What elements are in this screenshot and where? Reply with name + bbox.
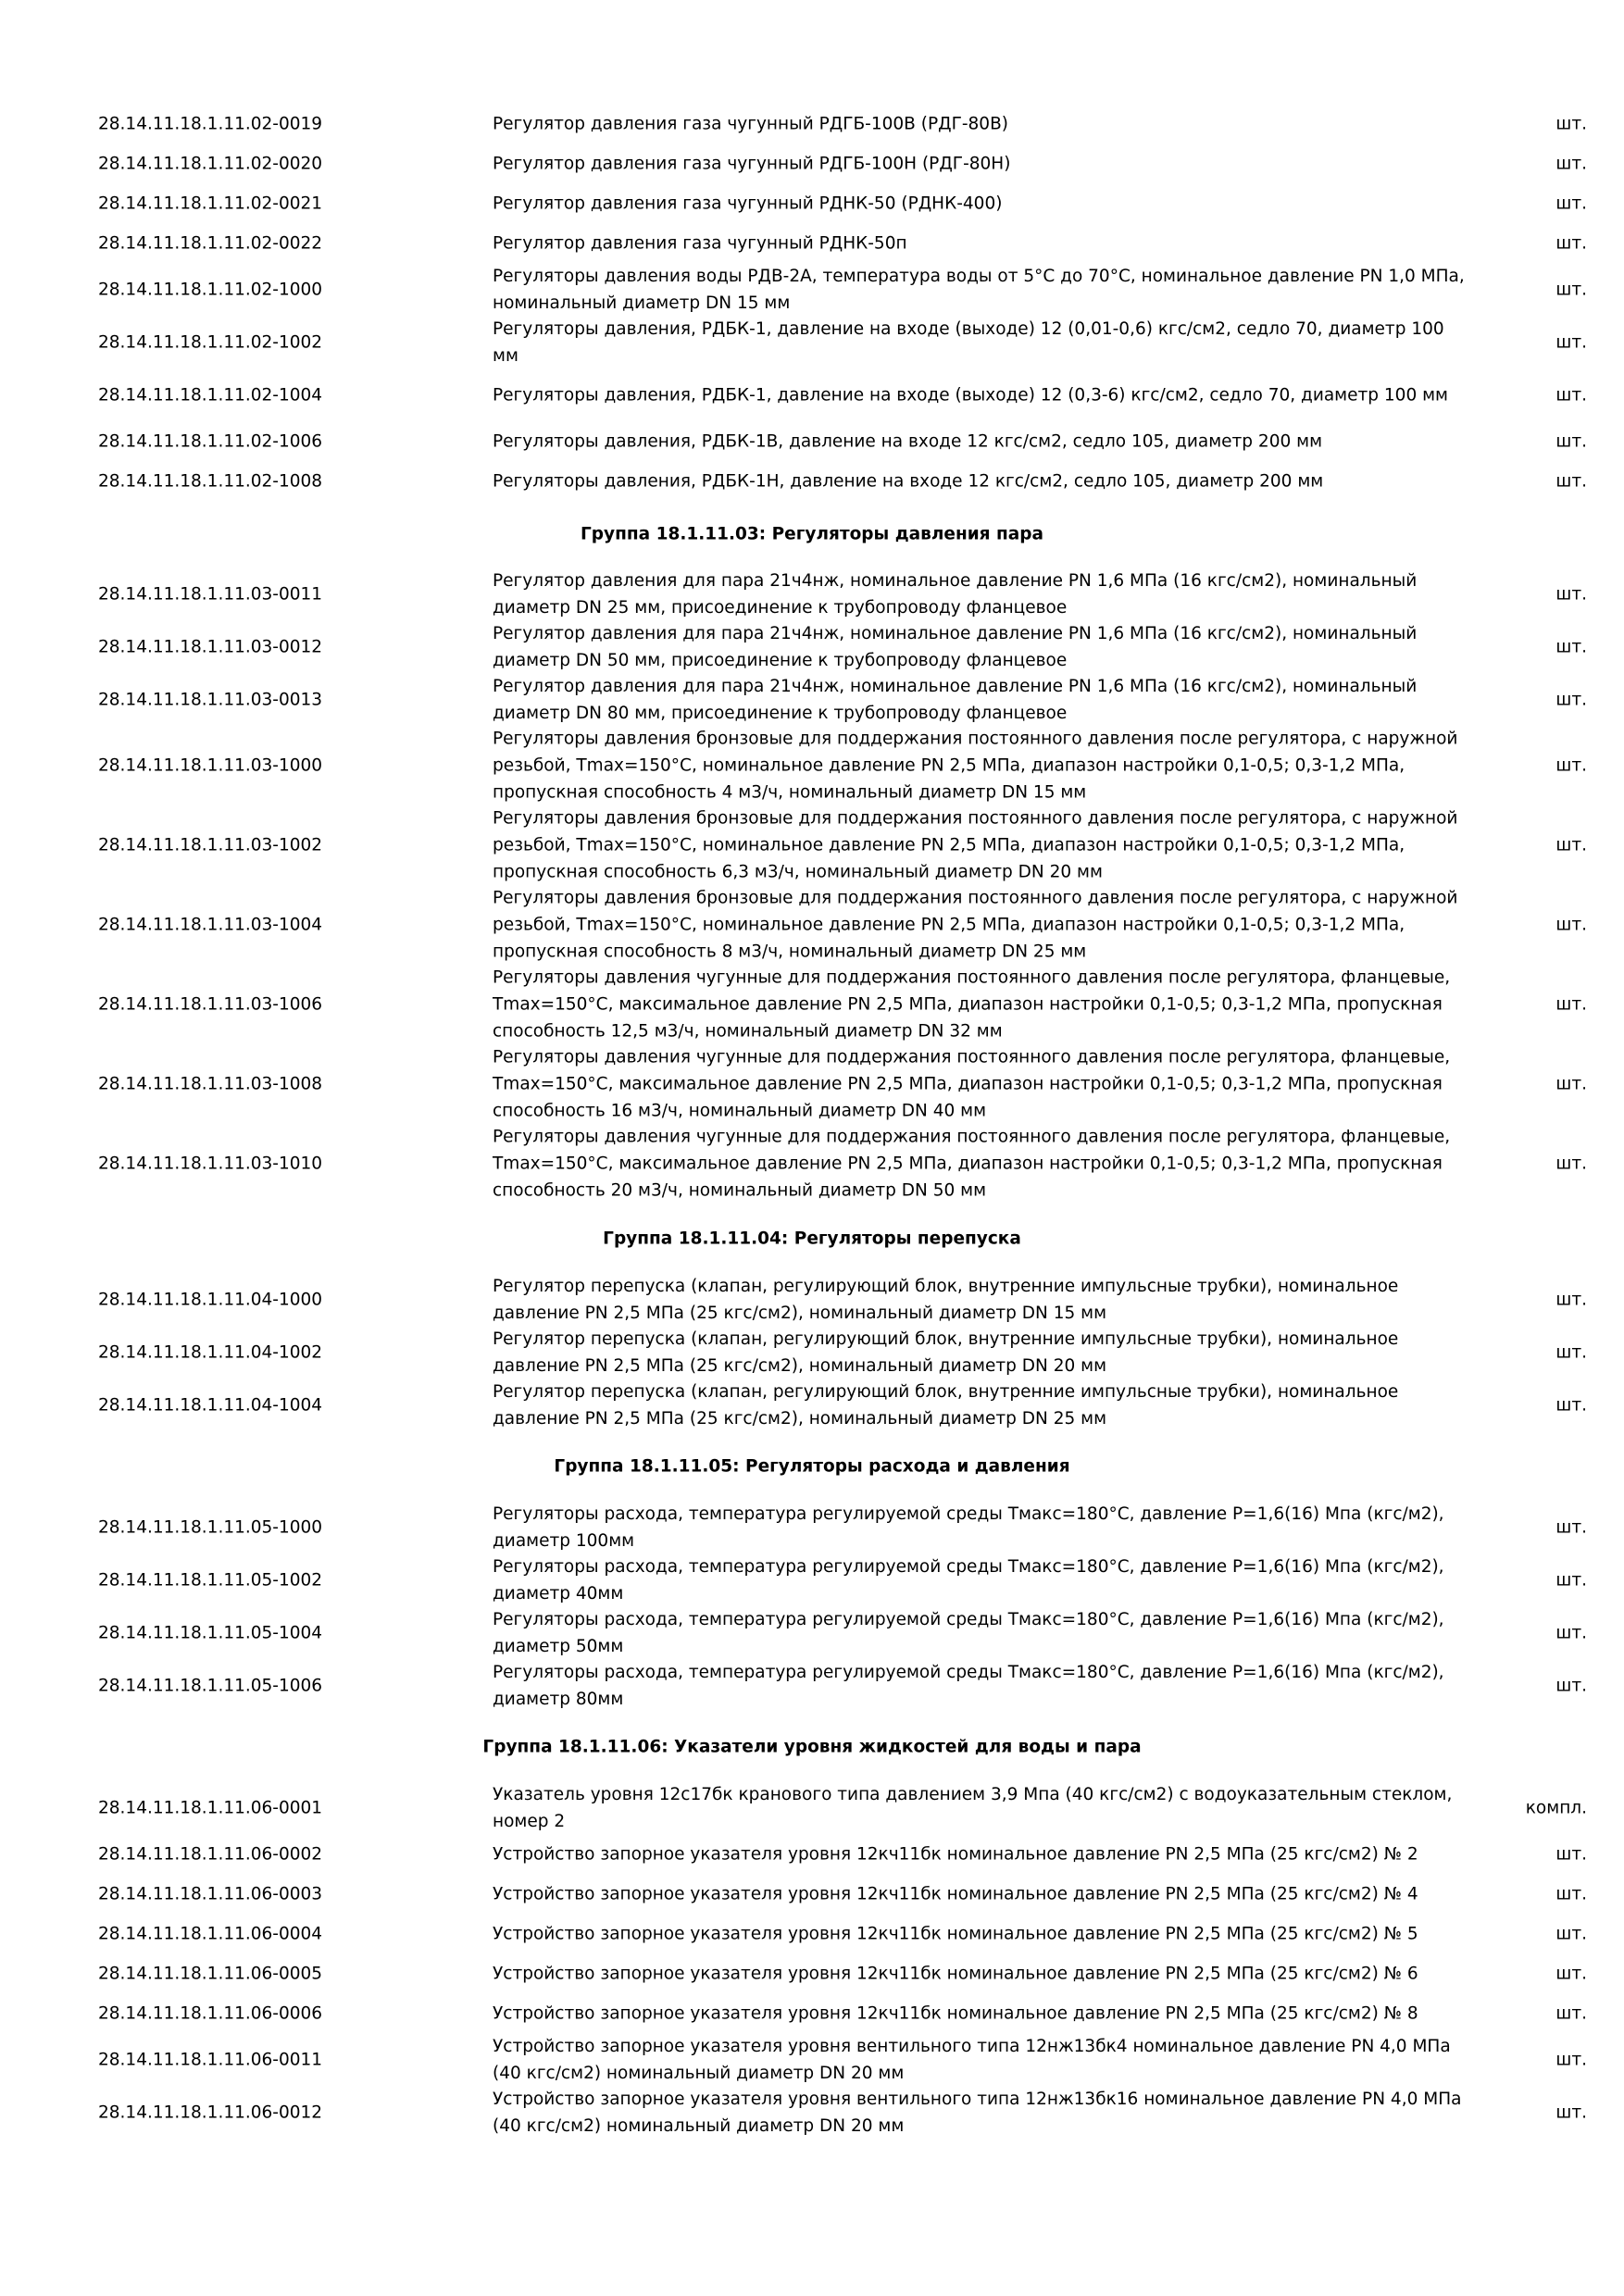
item-description: Регулятор давления газа чугунный РДГБ-100В (РДГ-80В) bbox=[493, 114, 1008, 133]
table-row bbox=[0, 673, 1624, 726]
table-row bbox=[0, 421, 1624, 461]
item-description: Регуляторы давления бронзовые для поддержания постоянного давления после регулятора, с наружной резьбой, Tmax=150°С, номинальное давление PN 2,5 МПа, диапазон настройки 0,1-0,5; 0,3-1,2 МПа, пропускная способность 8 м3/ч, номинальный диаметр DN 25 мм bbox=[493, 888, 1458, 962]
item-unit: шт. bbox=[1555, 2103, 1587, 2122]
item-code: 28.14.11.18.1.11.06-0002 bbox=[98, 1844, 323, 1864]
table-row bbox=[0, 104, 1624, 144]
item-unit: шт. bbox=[1555, 1290, 1587, 1309]
table-row bbox=[0, 183, 1624, 223]
item-description: Регулятор давления для пара 21ч4нж, номинальное давление PN 1,6 МПа (16 кгс/см2), номинальный диаметр DN 25 мм, присоединение к трубопроводу фланцевое bbox=[493, 570, 1418, 618]
group-title: Группа 18.1.11.04: Регуляторы перепуска bbox=[603, 1229, 1021, 1248]
group-header-row bbox=[0, 501, 1624, 568]
item-unit: компл. bbox=[1525, 1798, 1587, 1817]
item-code: 28.14.11.18.1.11.03-0011 bbox=[98, 584, 323, 604]
item-code: 28.14.11.18.1.11.05-1006 bbox=[98, 1676, 323, 1695]
table-row bbox=[0, 1326, 1624, 1379]
group-title: Группа 18.1.11.05: Регуляторы расхода и давления bbox=[554, 1456, 1070, 1476]
table-row bbox=[0, 726, 1624, 805]
item-code: 28.14.11.18.1.11.03-0013 bbox=[98, 690, 323, 709]
table-row bbox=[0, 1914, 1624, 1953]
table-row bbox=[0, 1379, 1624, 1431]
item-unit: шт. bbox=[1555, 1884, 1587, 1903]
table-row bbox=[0, 1606, 1624, 1659]
item-code: 28.14.11.18.1.11.05-1002 bbox=[98, 1570, 323, 1590]
table-row bbox=[0, 461, 1624, 501]
item-code: 28.14.11.18.1.11.02-1000 bbox=[98, 280, 323, 299]
group-header-row bbox=[0, 1204, 1624, 1273]
table-row bbox=[0, 885, 1624, 965]
item-code: 28.14.11.18.1.11.02-1004 bbox=[98, 385, 323, 405]
item-description: Регуляторы давления, РДБК-1, давление на входе (выходе) 12 (0,01-0,6) кгс/см2, седло 70, диаметр 100 мм bbox=[493, 318, 1444, 366]
item-description: Регулятор давления газа чугунный РДНК-50 (РДНК-400) bbox=[493, 193, 1003, 213]
table-row bbox=[0, 316, 1624, 368]
item-unit: шт. bbox=[1555, 332, 1587, 352]
item-description: Устройство запорное указателя уровня 12кч11бк номинальное давление PN 2,5 МПа (25 кгс/см2) № 2 bbox=[493, 1844, 1418, 1864]
item-code: 28.14.11.18.1.11.03-1004 bbox=[98, 915, 323, 935]
group-header-row bbox=[0, 1712, 1624, 1781]
item-unit: шт. bbox=[1555, 1676, 1587, 1695]
table-row bbox=[0, 144, 1624, 183]
item-unit: шт. bbox=[1555, 1517, 1587, 1537]
item-code: 28.14.11.18.1.11.04-1002 bbox=[98, 1342, 323, 1362]
item-unit: шт. bbox=[1555, 1844, 1587, 1864]
item-description: Устройство запорное указателя уровня 12кч11бк номинальное давление PN 2,5 МПа (25 кгс/см2) № 8 bbox=[493, 2003, 1418, 2023]
item-description: Регулятор давления для пара 21ч4нж, номинальное давление PN 1,6 МПа (16 кгс/см2), номинальный диаметр DN 80 мм, присоединение к трубопроводу фланцевое bbox=[493, 676, 1418, 723]
item-description: Регуляторы давления, РДБК-1Н, давление на входе 12 кгс/см2, седло 105, диаметр 200 мм bbox=[493, 471, 1324, 491]
table-row bbox=[0, 1501, 1624, 1554]
item-code: 28.14.11.18.1.11.02-0022 bbox=[98, 233, 323, 253]
item-description: Регуляторы давления, РДБК-1, давление на входе (выходе) 12 (0,3-6) кгс/см2, седло 70, диаметр 100 мм bbox=[493, 385, 1449, 405]
table-row bbox=[0, 2033, 1624, 2086]
table-row bbox=[0, 805, 1624, 885]
item-description: Устройство запорное указателя уровня 12кч11бк номинальное давление PN 2,5 МПа (25 кгс/см2) № 6 bbox=[493, 1964, 1418, 1983]
item-unit: шт. bbox=[1555, 1570, 1587, 1590]
item-unit: шт. bbox=[1555, 915, 1587, 935]
item-description: Указатель уровня 12с17бк кранового типа давлением 3,9 Мпа (40 кгс/см2) с водоуказательным стеклом, номер 2 bbox=[493, 1784, 1453, 1831]
item-code: 28.14.11.18.1.11.06-0004 bbox=[98, 1924, 323, 1943]
item-description: Регуляторы расхода, температура регулируемой среды Тмакс=180°С, давление Р=1,6(16) Мпа (кгс/м2), диаметр 50мм bbox=[493, 1609, 1444, 1656]
table-row bbox=[0, 568, 1624, 620]
item-description: Регуляторы давления, РДБК-1В, давление на входе 12 кгс/см2, седло 105, диаметр 200 мм bbox=[493, 431, 1323, 451]
item-unit: шт. bbox=[1555, 755, 1587, 776]
item-unit: шт. bbox=[1555, 690, 1587, 709]
table-row bbox=[0, 965, 1624, 1044]
table-row bbox=[0, 1993, 1624, 2033]
item-description: Регулятор давления для пара 21ч4нж, номинальное давление PN 1,6 МПа (16 кгс/см2), номинальный диаметр DN 50 мм, присоединение к трубопроводу фланцевое bbox=[493, 623, 1418, 670]
item-code: 28.14.11.18.1.11.05-1004 bbox=[98, 1623, 323, 1642]
table-row bbox=[0, 223, 1624, 263]
document-table bbox=[0, 104, 1624, 2139]
item-code: 28.14.11.18.1.11.04-1000 bbox=[98, 1290, 323, 1309]
item-description: Устройство запорное указателя уровня 12кч11бк номинальное давление PN 2,5 МПа (25 кгс/см2) № 4 bbox=[493, 1884, 1418, 1903]
item-unit: шт. bbox=[1555, 835, 1587, 855]
item-code: 28.14.11.18.1.11.03-0012 bbox=[98, 637, 323, 656]
table-row bbox=[0, 1554, 1624, 1606]
item-unit: шт. bbox=[1555, 193, 1587, 213]
item-unit: шт. bbox=[1555, 385, 1587, 405]
item-description: Регулятор перепуска (клапан, регулирующий блок, внутренние импульсные трубки), номинальное давление PN 2,5 МПа (25 кгс/см2), номинальный диаметр DN 15 мм bbox=[493, 1276, 1399, 1323]
table-row bbox=[0, 620, 1624, 673]
table-row bbox=[0, 1781, 1624, 1834]
item-unit: шт. bbox=[1555, 471, 1587, 491]
table-row bbox=[0, 1953, 1624, 1993]
item-description: Регуляторы расхода, температура регулируемой среды Тмакс=180°С, давление Р=1,6(16) Мпа (кгс/м2), диаметр 100мм bbox=[493, 1504, 1444, 1551]
table-row bbox=[0, 1874, 1624, 1914]
table-row bbox=[0, 1044, 1624, 1124]
group-header-row bbox=[0, 1431, 1624, 1501]
item-code: 28.14.11.18.1.11.06-0001 bbox=[98, 1798, 323, 1817]
item-unit: шт. bbox=[1555, 637, 1587, 656]
table-row bbox=[0, 1124, 1624, 1204]
item-code: 28.14.11.18.1.11.02-0021 bbox=[98, 193, 323, 213]
item-unit: шт. bbox=[1555, 233, 1587, 253]
item-unit: шт. bbox=[1555, 994, 1587, 1015]
table-row bbox=[0, 1659, 1624, 1712]
item-code: 28.14.11.18.1.11.03-1002 bbox=[98, 835, 323, 855]
item-description: Устройство запорное указателя уровня 12кч11бк номинальное давление PN 2,5 МПа (25 кгс/см2) № 5 bbox=[493, 1924, 1418, 1943]
item-unit: шт. bbox=[1555, 431, 1587, 451]
table-row bbox=[0, 1834, 1624, 1874]
item-description: Регуляторы давления чугунные для поддержания постоянного давления после регулятора, фланцевые, Tmax=150°С, максимальное давление PN 2,5 МПа, диапазон настройки 0,1-0,5; 0,3-1,2 МПа, пропускная способность 16 м3/ч, номинальный диаметр DN 40 мм bbox=[493, 1047, 1451, 1121]
item-description: Регулятор давления газа чугунный РДНК-50п bbox=[493, 233, 907, 253]
item-unit: шт. bbox=[1555, 280, 1587, 299]
item-description: Регуляторы расхода, температура регулируемой среды Тмакс=180°С, давление Р=1,6(16) Мпа (кгс/м2), диаметр 40мм bbox=[493, 1556, 1444, 1603]
table-row bbox=[0, 368, 1624, 421]
item-code: 28.14.11.18.1.11.02-0020 bbox=[98, 154, 323, 173]
item-unit: шт. bbox=[1555, 1074, 1587, 1094]
item-code: 28.14.11.18.1.11.06-0005 bbox=[98, 1964, 323, 1983]
item-description: Регуляторы давления бронзовые для поддержания постоянного давления после регулятора, с наружной резьбой, Tmax=150°С, номинальное давление PN 2,5 МПа, диапазон настройки 0,1-0,5; 0,3-1,2 МПа, пропускная способность 4 м3/ч, номинальный диаметр DN 15 мм bbox=[493, 729, 1458, 803]
group-title: Группа 18.1.11.06: Указатели уровня жидкостей для воды и пара bbox=[482, 1737, 1142, 1756]
item-code: 28.14.11.18.1.11.06-0012 bbox=[98, 2103, 323, 2122]
table-row bbox=[0, 2086, 1624, 2139]
group-title: Группа 18.1.11.03: Регуляторы давления пара bbox=[581, 524, 1043, 544]
item-description: Регуляторы давления бронзовые для поддержания постоянного давления после регулятора, с наружной резьбой, Tmax=150°С, номинальное давление PN 2,5 МПа, диапазон настройки 0,1-0,5; 0,3-1,2 МПа, пропускная способность 6,3 м3/ч, номинальный диаметр DN 20 мм bbox=[493, 808, 1458, 882]
item-description: Регуляторы давления чугунные для поддержания постоянного давления после регулятора, фланцевые, Tmax=150°С, максимальное давление PN 2,5 МПа, диапазон настройки 0,1-0,5; 0,3-1,2 МПа, пропускная способность 12,5 м3/ч, номинальный диаметр DN 32 мм bbox=[493, 967, 1451, 1042]
item-unit: шт. bbox=[1555, 1924, 1587, 1943]
item-description: Регулятор перепуска (клапан, регулирующий блок, внутренние импульсные трубки), номинальное давление PN 2,5 МПа (25 кгс/см2), номинальный диаметр DN 25 мм bbox=[493, 1381, 1399, 1429]
item-code: 28.14.11.18.1.11.06-0011 bbox=[98, 2050, 323, 2069]
item-unit: шт. bbox=[1555, 1154, 1587, 1174]
item-unit: шт. bbox=[1555, 1964, 1587, 1983]
item-unit: шт. bbox=[1555, 2003, 1587, 2023]
item-code: 28.14.11.18.1.11.02-1006 bbox=[98, 431, 323, 451]
item-code: 28.14.11.18.1.11.03-1010 bbox=[98, 1154, 323, 1174]
item-unit: шт. bbox=[1555, 584, 1587, 604]
item-code: 28.14.11.18.1.11.06-0003 bbox=[98, 1884, 323, 1903]
item-code: 28.14.11.18.1.11.02-0019 bbox=[98, 114, 323, 133]
item-unit: шт. bbox=[1555, 2050, 1587, 2069]
item-code: 28.14.11.18.1.11.06-0006 bbox=[98, 2003, 323, 2023]
item-unit: шт. bbox=[1555, 1395, 1587, 1415]
item-code: 28.14.11.18.1.11.05-1000 bbox=[98, 1517, 323, 1537]
item-description: Устройство запорное указателя уровня вентильного типа 12нж13бк4 номинальное давление PN 4,0 МПа (40 кгс/см2) номинальный диаметр DN 20 мм bbox=[493, 2036, 1451, 2083]
item-description: Регулятор давления газа чугунный РДГБ-100Н (РДГ-80Н) bbox=[493, 154, 1011, 173]
item-description: Регуляторы давления воды РДВ-2А, температура воды от 5°С до 70°С, номинальное давление PN 1,0 МПа, номинальный диаметр DN 15 мм bbox=[493, 266, 1465, 313]
item-code: 28.14.11.18.1.11.03-1008 bbox=[98, 1074, 323, 1094]
item-code: 28.14.11.18.1.11.02-1008 bbox=[98, 471, 323, 491]
table-row bbox=[0, 263, 1624, 316]
item-description: Регуляторы расхода, температура регулируемой среды Тмакс=180°С, давление Р=1,6(16) Мпа (кгс/м2), диаметр 80мм bbox=[493, 1662, 1444, 1709]
item-code: 28.14.11.18.1.11.04-1004 bbox=[98, 1395, 323, 1415]
item-description: Устройство запорное указателя уровня вентильного типа 12нж13бк16 номинальное давление PN 4,0 МПа (40 кгс/см2) номинальный диаметр DN 20 мм bbox=[493, 2089, 1462, 2136]
item-code: 28.14.11.18.1.11.03-1006 bbox=[98, 994, 323, 1015]
item-unit: шт. bbox=[1555, 154, 1587, 173]
item-code: 28.14.11.18.1.11.02-1002 bbox=[98, 332, 323, 352]
item-description: Регуляторы давления чугунные для поддержания постоянного давления после регулятора, фланцевые, Tmax=150°С, максимальное давление PN 2,5 МПа, диапазон настройки 0,1-0,5; 0,3-1,2 МПа, пропускная способность 20 м3/ч, номинальный диаметр DN 50 мм bbox=[493, 1127, 1451, 1201]
item-unit: шт. bbox=[1555, 1623, 1587, 1642]
item-unit: шт. bbox=[1555, 1342, 1587, 1362]
item-description: Регулятор перепуска (клапан, регулирующий блок, внутренние импульсные трубки), номинальное давление PN 2,5 МПа (25 кгс/см2), номинальный диаметр DN 20 мм bbox=[493, 1329, 1399, 1376]
item-code: 28.14.11.18.1.11.03-1000 bbox=[98, 755, 323, 776]
table-row bbox=[0, 1273, 1624, 1326]
item-unit: шт. bbox=[1555, 114, 1587, 133]
